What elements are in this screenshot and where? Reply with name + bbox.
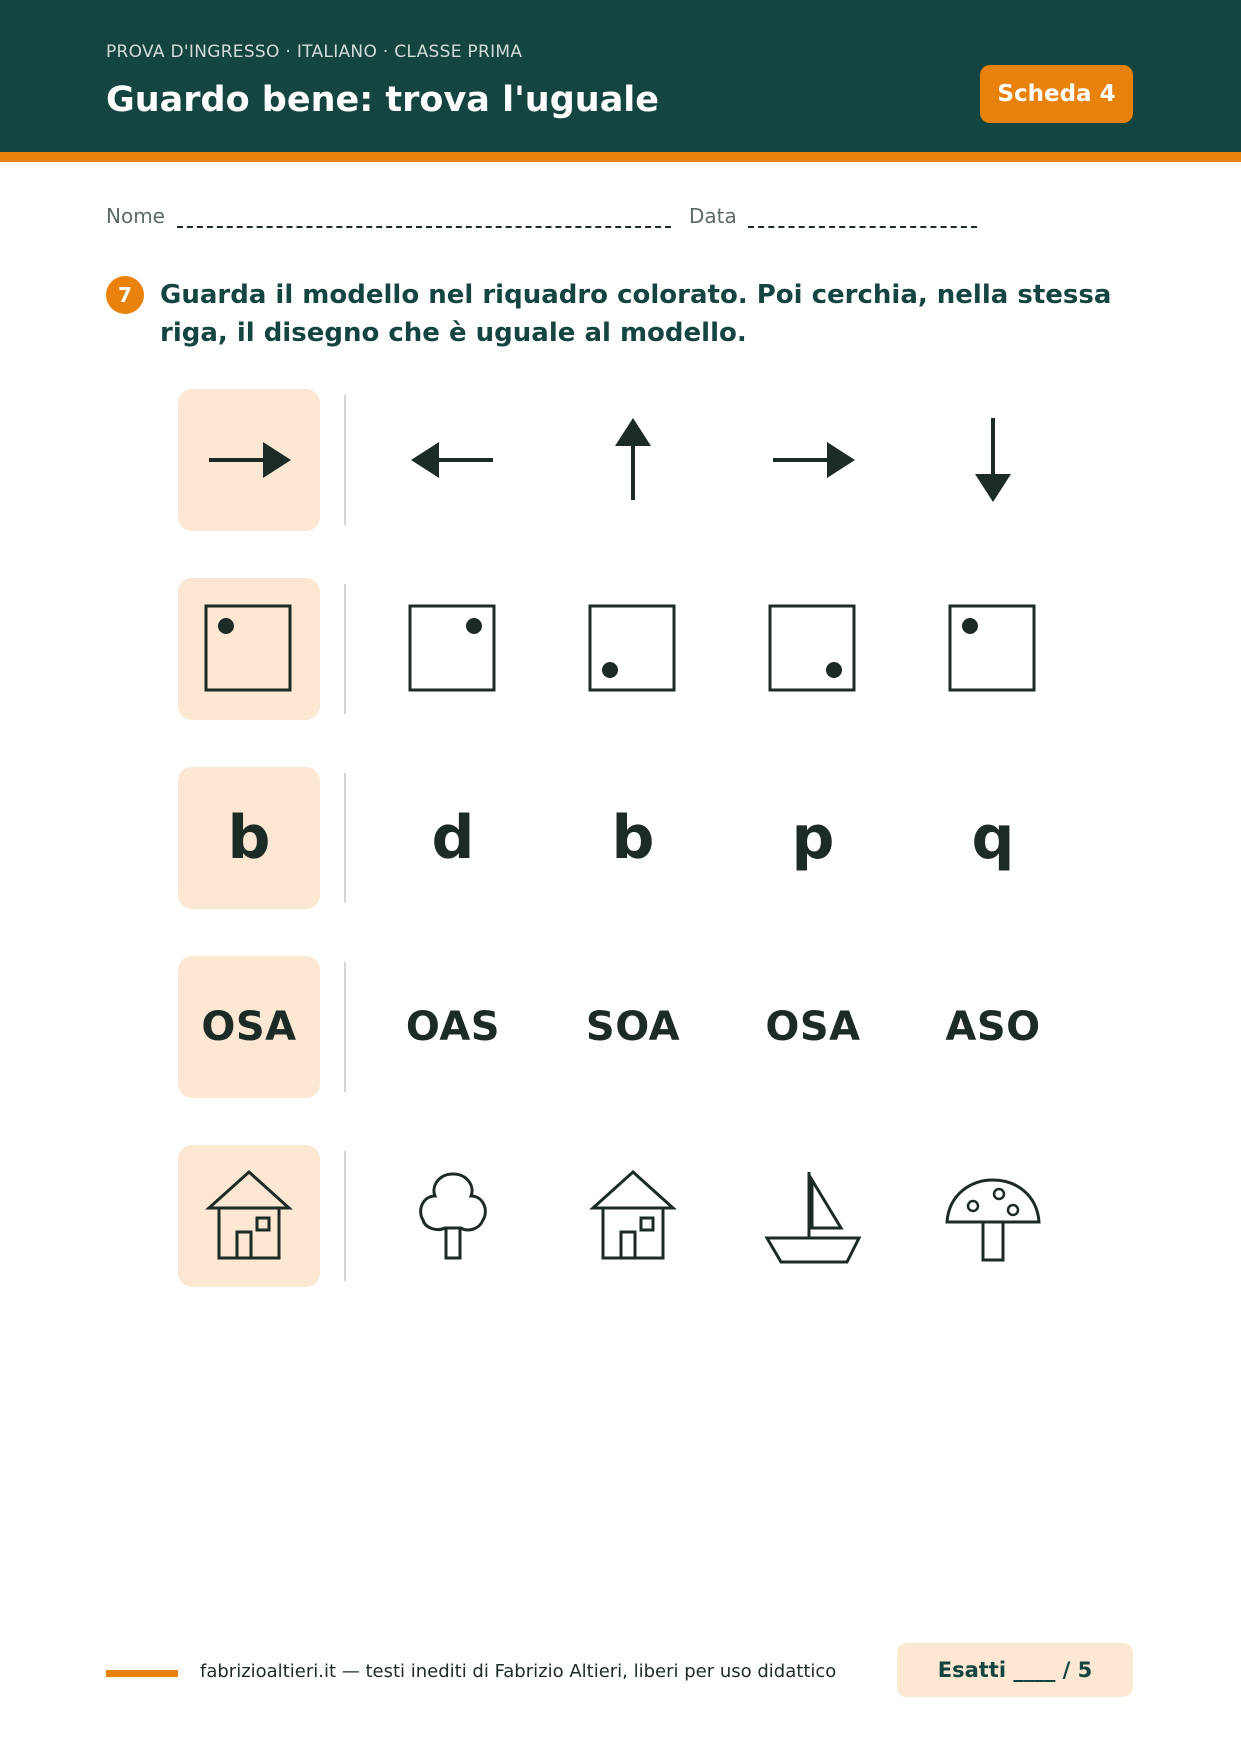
choice-tree[interactable] (382, 1145, 524, 1287)
house-icon (199, 1166, 299, 1266)
choice-word-text: ASO (945, 1004, 1041, 1050)
sailboat-icon (763, 1166, 863, 1266)
square-dot-bottom-left-icon (588, 604, 678, 694)
choice-word-text: OSA (765, 1004, 861, 1050)
choice-letter[interactable] (382, 767, 524, 909)
name-field[interactable] (177, 226, 671, 228)
page-title: Guardo bene: trova l'uguale (106, 80, 660, 120)
exercise-number: 7 (106, 276, 144, 314)
row-words (178, 956, 1058, 1098)
choice-arrow-up[interactable] (562, 389, 704, 531)
exercise-instruction (160, 276, 1160, 352)
score-box (897, 1643, 1133, 1697)
square-dot-top-right-icon (408, 604, 498, 694)
date-field[interactable] (748, 226, 977, 228)
choice-letter[interactable] (742, 767, 884, 909)
model-box (178, 389, 320, 531)
choice-word-text: SOA (585, 1004, 681, 1050)
score-blank[interactable]: ____ (1013, 1658, 1056, 1682)
instruction-text: Guarda il modello nel riquadro colorato. Poi cerchia, nella stessa riga, il disegno che è (160, 280, 1112, 348)
choice-word[interactable] (742, 956, 884, 1098)
model-box (178, 767, 320, 909)
model-box (178, 1145, 320, 1287)
arrow-down-icon (943, 410, 1043, 510)
square-dot-top-left-icon (948, 604, 1038, 694)
name-label: Nome (106, 204, 165, 228)
row-divider (344, 962, 346, 1092)
choice-letter[interactable] (922, 767, 1064, 909)
instruction-text-end: al modello. (575, 318, 747, 348)
choice-word[interactable] (922, 956, 1064, 1098)
mushroom-icon (943, 1166, 1043, 1266)
square-dot-bottom-right-icon (768, 604, 858, 694)
house-icon (583, 1166, 683, 1266)
row-letters (178, 767, 1058, 909)
choice-letter-text: p (791, 803, 835, 873)
row-dot-squares (178, 578, 1058, 720)
model-box (178, 578, 320, 720)
arrow-right-icon (199, 410, 299, 510)
choice-dot-bottom-right[interactable] (742, 578, 884, 720)
choice-word[interactable] (382, 956, 524, 1098)
model-word: OSA (201, 1004, 297, 1050)
footer-accent-bar (106, 1670, 178, 1677)
choice-mushroom[interactable] (922, 1145, 1064, 1287)
choice-house[interactable] (562, 1145, 704, 1287)
score-label: Esatti (937, 1658, 1007, 1682)
date-label: Data (689, 204, 737, 228)
arrow-right-icon (763, 410, 863, 510)
arrow-up-icon (583, 410, 683, 510)
choice-letter[interactable] (562, 767, 704, 909)
instruction-highlight: uguale (475, 318, 576, 348)
choice-word-text: OAS (405, 1004, 501, 1050)
arrow-left-icon (403, 410, 503, 510)
choice-dot-bottom-left[interactable] (562, 578, 704, 720)
row-divider (344, 1151, 346, 1281)
row-divider (344, 395, 346, 525)
choice-arrow-right[interactable] (742, 389, 884, 531)
choice-arrow-down[interactable] (922, 389, 1064, 531)
score-total: / 5 (1062, 1658, 1093, 1682)
footer-credit: fabrizioaltieri.it — testi inediti di Fabrizio Altieri, liberi per uso didattico (200, 1661, 837, 1682)
model-letter: b (227, 803, 271, 873)
choice-arrow-left[interactable] (382, 389, 524, 531)
row-arrows (178, 389, 1058, 531)
row-divider (344, 584, 346, 714)
row-divider (344, 773, 346, 903)
choice-word[interactable] (562, 956, 704, 1098)
model-box (178, 956, 320, 1098)
choice-dot-top-left[interactable] (922, 578, 1064, 720)
sheet-badge: Scheda 4 (980, 65, 1133, 123)
choice-letter-text: b (611, 803, 655, 873)
choice-dot-top-right[interactable] (382, 578, 524, 720)
tree-icon (403, 1166, 503, 1266)
square-dot-top-left-icon (204, 604, 294, 694)
header-stripe (0, 152, 1241, 162)
choice-letter-text: q (971, 803, 1015, 873)
choice-letter-text: d (431, 803, 475, 873)
row-pictures (178, 1145, 1058, 1287)
header-kicker: PROVA D'INGRESSO · ITALIANO · CLASSE PRIMA (106, 42, 523, 62)
choice-boat[interactable] (742, 1145, 884, 1287)
